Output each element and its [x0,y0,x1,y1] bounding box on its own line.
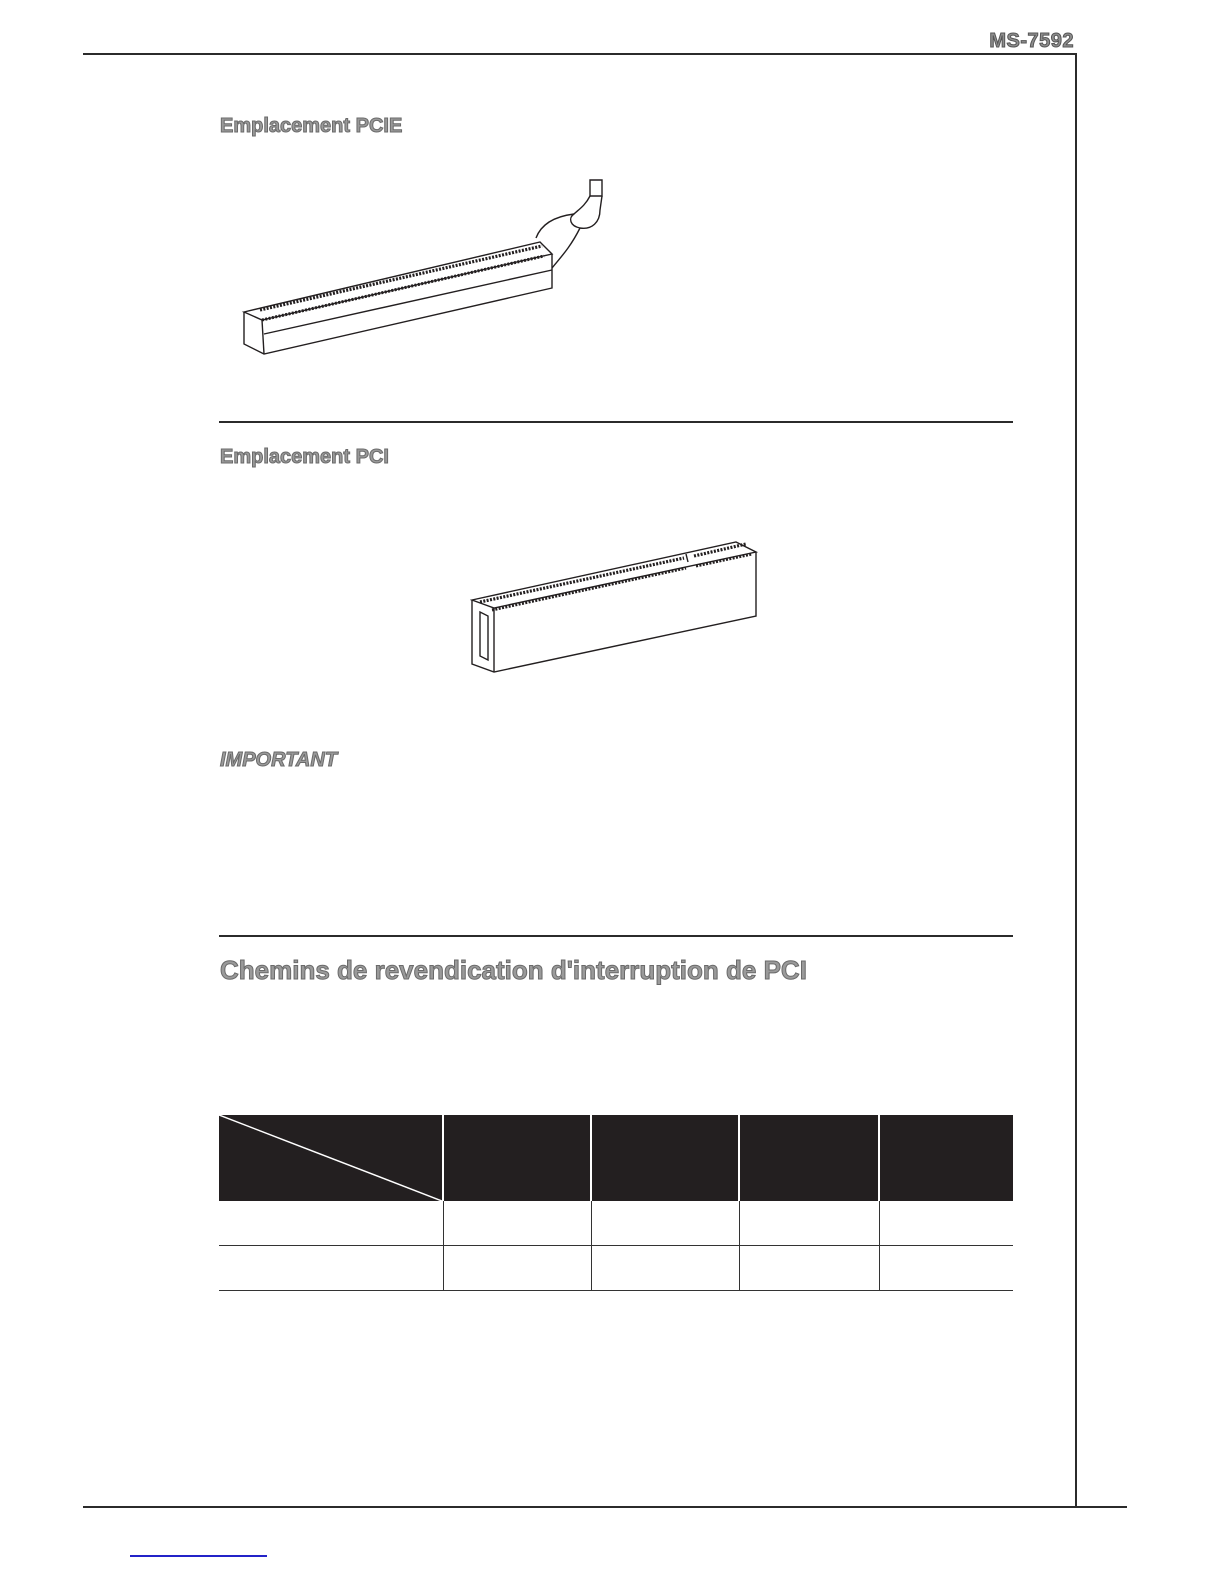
pci-slot-heading: Emplacement PCI [220,446,389,468]
footer-rule [83,1506,1127,1508]
pcie-slot-heading: Emplacement PCIE [220,115,403,137]
table-cell [739,1201,879,1246]
irq-routing-heading: Chemins de revendication d'interruption de PCI [220,955,807,985]
pcie-slot-illustration [240,170,640,370]
table-cell [219,1246,443,1291]
table-cell [591,1246,739,1291]
table-cell [443,1246,591,1291]
table-row [219,1201,1013,1246]
table-header-cell [879,1115,1013,1201]
right-margin-rule [1075,53,1077,1507]
table-cell [879,1201,1013,1246]
table-cell [219,1201,443,1246]
table-cell [591,1201,739,1246]
table-header-row [219,1115,1013,1201]
footer-link-underline[interactable] [130,1555,267,1557]
important-heading: IMPORTANT [220,749,338,771]
irq-routing-table [219,1115,1013,1291]
table-cell [443,1201,591,1246]
table-header-cell [739,1115,879,1201]
table-header-cell [443,1115,591,1201]
diagonal-divider [219,1115,442,1201]
table-header-corner [219,1115,443,1201]
table-cell [739,1246,879,1291]
section-divider-1 [219,421,1013,423]
table-row [219,1246,1013,1291]
header-rule [83,53,1076,55]
model-number: MS-7592 [989,30,1074,52]
pci-slot-illustration [470,528,770,678]
table-cell [879,1246,1013,1291]
section-divider-2 [219,935,1013,937]
table-header-cell [591,1115,739,1201]
